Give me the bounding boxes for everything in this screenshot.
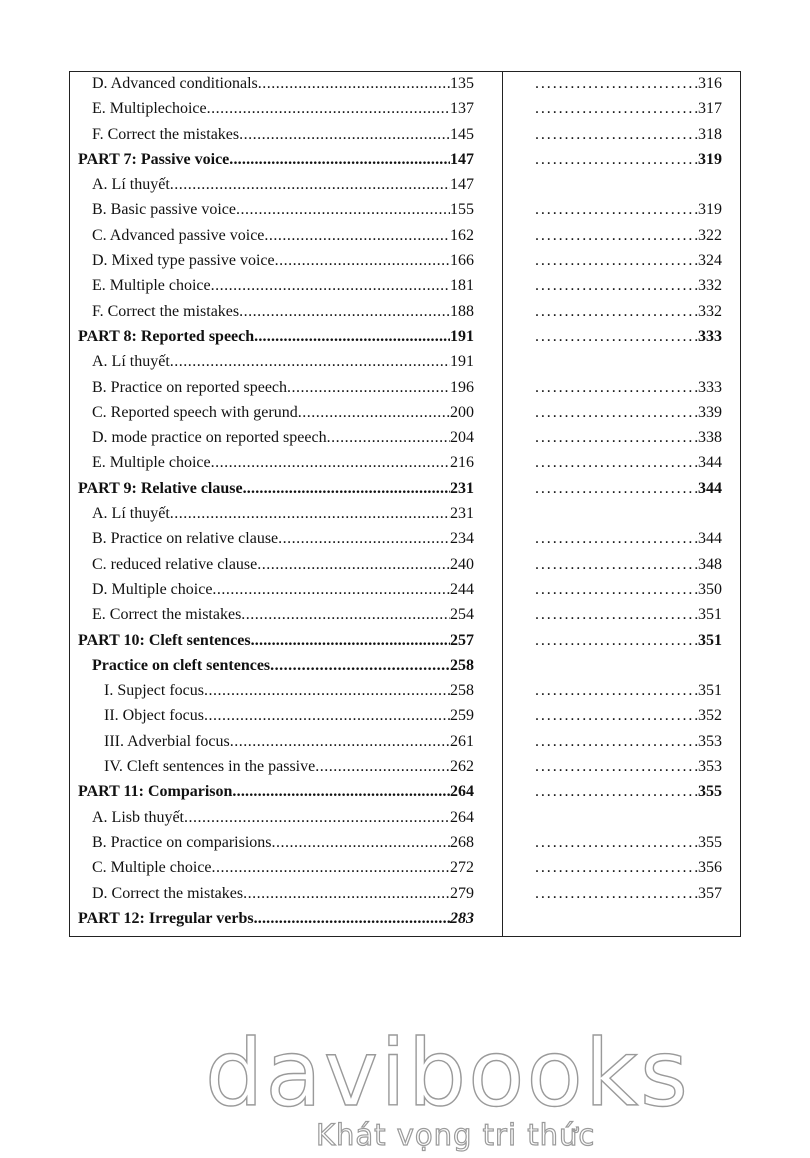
dot-leader [204, 682, 450, 700]
toc-entry-title: PART 11: Comparison [78, 783, 233, 801]
toc-entry [78, 328, 474, 353]
dot-leader [211, 454, 450, 472]
toc-left-column [78, 75, 474, 935]
dot-leader [535, 606, 698, 624]
toc-entry-title: II. Object focus [104, 707, 204, 725]
answer-key-entry [535, 328, 722, 353]
toc-entry-title: C. reduced relative clause [92, 555, 258, 573]
answer-key-entry [535, 707, 722, 732]
dot-leader [272, 834, 450, 852]
toc-entry-page: 191 [450, 353, 474, 371]
toc-entry [78, 303, 474, 328]
dot-leader [236, 201, 450, 219]
answer-key-entry [535, 530, 722, 555]
answer-key-page: 332 [698, 302, 722, 320]
dot-leader [212, 581, 450, 599]
toc-entry-title: D. Multiple choice [92, 580, 213, 598]
toc-entry-title: III. Adverbial focus [104, 732, 230, 750]
dot-leader [184, 809, 450, 827]
toc-entry-page: 268 [450, 833, 474, 851]
answer-key-page: 344 [698, 454, 722, 472]
answer-key-entry [535, 126, 722, 151]
toc-entry [78, 682, 474, 707]
toc-entry [78, 176, 474, 201]
answer-key-entry [535, 176, 722, 201]
dot-leader [232, 783, 450, 801]
answer-key-entry [535, 885, 722, 910]
dot-leader [254, 328, 450, 346]
brand-tagline: Khát vọng tri thức [316, 1118, 596, 1152]
toc-entry [78, 809, 474, 834]
dot-leader [535, 126, 698, 144]
toc-entry [78, 100, 474, 125]
toc-entry-page: 258 [450, 656, 474, 674]
dot-leader [535, 151, 698, 169]
answer-key-page: 324 [698, 252, 722, 270]
answer-key-entry [535, 758, 722, 783]
answer-key-entry [535, 404, 722, 429]
dot-leader [535, 632, 698, 650]
dot-leader [275, 252, 450, 270]
toc-entry-title: C. Reported speech with gerund [92, 403, 298, 421]
answer-key-entry [535, 556, 722, 581]
dot-leader [535, 404, 698, 422]
answer-key-page: 351 [698, 631, 722, 649]
dot-leader [535, 885, 698, 903]
answer-key-entry [535, 379, 722, 404]
toc-entry [78, 404, 474, 429]
answer-key-page: 332 [698, 277, 722, 295]
toc-entry-page: 188 [450, 302, 474, 320]
toc-entry-page: 264 [450, 783, 474, 801]
answer-key-entry [535, 682, 722, 707]
toc-entry-title: B. Practice on relative clause [92, 530, 279, 548]
answer-key-entry [535, 100, 722, 125]
toc-entry-page: 264 [450, 808, 474, 826]
toc-entry-title: A. Lí thuyết [92, 353, 170, 371]
toc-right-column [535, 75, 722, 935]
dot-leader [239, 303, 450, 321]
dot-leader [211, 277, 450, 295]
answer-key-page: 353 [698, 758, 722, 776]
toc-entry [78, 252, 474, 277]
dot-leader [257, 556, 450, 574]
answer-key-page: 319 [698, 201, 722, 219]
toc-entry-page: 257 [450, 631, 474, 649]
toc-entry-page: 234 [450, 530, 474, 548]
answer-key-entry [535, 75, 722, 100]
answer-key-entry [535, 733, 722, 758]
toc-entry-title: C. Advanced passive voice [92, 226, 265, 244]
toc-entry-page: 216 [450, 454, 474, 472]
toc-entry [78, 429, 474, 454]
toc-entry-page: 204 [450, 429, 474, 447]
answer-key-entry [535, 783, 722, 808]
toc-entry [78, 657, 474, 682]
toc-entry-title: E. Correct the mistakes [92, 606, 242, 624]
toc-entry-title: A. Lí thuyết [92, 505, 170, 523]
answer-key-entry [535, 252, 722, 277]
toc-entry-page: 240 [450, 555, 474, 573]
dot-leader [251, 632, 450, 650]
answer-key-page: 318 [698, 125, 722, 143]
dot-leader [535, 581, 698, 599]
toc-entry-title: PART 8: Reported speech [78, 327, 255, 345]
toc-entry-title: D. Correct the mistakes [92, 884, 244, 902]
answer-key-page: 350 [698, 580, 722, 598]
dot-leader [535, 859, 698, 877]
answer-key-entry [535, 353, 722, 378]
toc-entry [78, 910, 474, 935]
toc-entry-page: 162 [450, 226, 474, 244]
dot-leader [241, 606, 450, 624]
dot-leader [170, 176, 450, 194]
toc-entry-title: F. Correct the mistakes [92, 125, 240, 143]
toc-entry [78, 277, 474, 302]
toc-entry-title: C. Multiple choice [92, 859, 212, 877]
toc-entry-page: 147 [450, 150, 474, 168]
answer-key-entry [535, 581, 722, 606]
toc-entry-title: D. mode practice on reported speech [92, 429, 327, 447]
dot-leader [535, 100, 698, 118]
toc-entry-page: 231 [450, 479, 474, 497]
dot-leader [278, 530, 450, 548]
toc-entry-title: E. Multiplechoice [92, 100, 207, 118]
dot-leader [207, 100, 450, 118]
toc-entry [78, 530, 474, 555]
answer-key-page: 353 [698, 732, 722, 750]
toc-entry-title: E. Multiple choice [92, 277, 211, 295]
toc-entry-title: I. Supject focus [104, 682, 204, 700]
dot-leader [535, 277, 698, 295]
answer-key-entry [535, 632, 722, 657]
dot-leader [535, 429, 698, 447]
brand-watermark: davibooks [205, 1020, 690, 1127]
toc-entry-page: 196 [450, 378, 474, 396]
dot-leader [170, 505, 450, 523]
dot-leader [230, 733, 450, 751]
dot-leader [327, 429, 450, 447]
answer-key-page: 348 [698, 555, 722, 573]
answer-key-entry [535, 429, 722, 454]
dot-leader [239, 126, 450, 144]
toc-entry-title: Practice on cleft sentences [92, 656, 271, 674]
dot-leader [535, 758, 698, 776]
toc-entry-page: 231 [450, 505, 474, 523]
toc-entry-page: 262 [450, 758, 474, 776]
dot-leader [204, 707, 450, 725]
dot-leader [264, 227, 450, 245]
toc-entry-title: D. Mixed type passive voice [92, 252, 275, 270]
toc-entry-title: E. Multiple choice [92, 454, 211, 472]
toc-entry [78, 353, 474, 378]
toc-entry-page: 259 [450, 707, 474, 725]
toc-entry [78, 480, 474, 505]
answer-key-page: 352 [698, 707, 722, 725]
toc-entry-title: F. Correct the mistakes [92, 302, 240, 320]
toc-entry-title: PART 9: Relative clause [78, 479, 243, 497]
toc-entry [78, 581, 474, 606]
toc-entry-page: 283 [450, 909, 474, 927]
answer-key-page: 338 [698, 429, 722, 447]
toc-entry-page: 181 [450, 277, 474, 295]
answer-key-page: 322 [698, 226, 722, 244]
dot-leader [298, 404, 450, 422]
dot-leader [535, 707, 698, 725]
dot-leader [535, 556, 698, 574]
toc-entry-title: PART 7: Passive voice [78, 150, 230, 168]
answer-key-page: 319 [698, 150, 722, 168]
toc-entry [78, 859, 474, 884]
answer-key-entry [535, 859, 722, 884]
answer-key-entry [535, 454, 722, 479]
toc-entry-title: IV. Cleft sentences in the passive [104, 758, 316, 776]
toc-entry-title: B. Basic passive voice [92, 201, 236, 219]
toc-entry [78, 505, 474, 530]
answer-key-entry [535, 277, 722, 302]
answer-key-entry [535, 201, 722, 226]
dot-leader [535, 454, 698, 472]
toc-entry-page: 200 [450, 403, 474, 421]
toc-entry [78, 733, 474, 758]
dot-leader [535, 783, 698, 801]
dot-leader [315, 758, 450, 776]
answer-key-page: 356 [698, 859, 722, 877]
toc-entry-page: 135 [450, 75, 474, 92]
dot-leader [170, 353, 450, 371]
toc-entry [78, 151, 474, 176]
toc-entry-title: PART 12: Irregular verbs [78, 909, 254, 927]
answer-key-entry [535, 227, 722, 252]
answer-key-entry [535, 910, 722, 935]
dot-leader [258, 75, 450, 93]
toc-table [69, 71, 741, 937]
toc-entry [78, 707, 474, 732]
dot-leader [535, 328, 698, 346]
dot-leader [535, 379, 698, 397]
answer-key-page: 333 [698, 327, 722, 345]
toc-entry-page: 279 [450, 884, 474, 902]
toc-entry-title: D. Advanced conditionals [92, 75, 258, 92]
toc-entry-title: A. Lí thuyết [92, 176, 170, 194]
answer-key-page: 351 [698, 606, 722, 624]
dot-leader [243, 885, 450, 903]
toc-entry [78, 606, 474, 631]
toc-entry-title: B. Practice on reported speech [92, 378, 288, 396]
toc-entry [78, 379, 474, 404]
dot-leader [535, 480, 698, 498]
toc-entry-page: 258 [450, 682, 474, 700]
answer-key-page: 344 [698, 530, 722, 548]
toc-entry-page: 155 [450, 201, 474, 219]
answer-key-entry [535, 606, 722, 631]
toc-entry [78, 454, 474, 479]
toc-entry-page: 261 [450, 732, 474, 750]
toc-entry-page: 166 [450, 252, 474, 270]
answer-key-page: 355 [698, 833, 722, 851]
toc-entry-page: 244 [450, 580, 474, 598]
answer-key-entry [535, 834, 722, 859]
toc-entry-page: 191 [450, 327, 474, 345]
answer-key-entry [535, 151, 722, 176]
dot-leader [254, 910, 450, 928]
toc-entry [78, 75, 474, 100]
dot-leader [535, 834, 698, 852]
dot-leader [535, 303, 698, 321]
answer-key-page: 316 [698, 75, 722, 92]
toc-entry [78, 632, 474, 657]
toc-entry [78, 201, 474, 226]
toc-entry-title: A. Lisb thuyết [92, 808, 184, 826]
toc-entry [78, 783, 474, 808]
answer-key-page: 333 [698, 378, 722, 396]
answer-key-page: 351 [698, 682, 722, 700]
answer-key-page: 317 [698, 100, 722, 118]
toc-entry-page: 147 [450, 176, 474, 194]
dot-leader [535, 201, 698, 219]
toc-entry-page: 254 [450, 606, 474, 624]
dot-leader [535, 530, 698, 548]
toc-entry [78, 126, 474, 151]
column-divider [502, 72, 503, 936]
answer-key-entry [535, 657, 722, 682]
dot-leader [535, 252, 698, 270]
toc-entry [78, 227, 474, 252]
answer-key-page: 344 [698, 479, 722, 497]
dot-leader [212, 859, 450, 877]
toc-entry-page: 145 [450, 125, 474, 143]
toc-entry-page: 137 [450, 100, 474, 118]
toc-entry [78, 556, 474, 581]
dot-leader [535, 733, 698, 751]
answer-key-entry [535, 505, 722, 530]
dot-leader [287, 379, 450, 397]
toc-entry-title: B. Practice on comparisions [92, 833, 272, 851]
answer-key-entry [535, 303, 722, 328]
dot-leader [535, 682, 698, 700]
answer-key-entry [535, 809, 722, 834]
toc-entry [78, 834, 474, 859]
dot-leader [270, 657, 450, 675]
dot-leader [535, 227, 698, 245]
dot-leader [535, 75, 698, 93]
answer-key-page: 339 [698, 403, 722, 421]
dot-leader [243, 480, 450, 498]
answer-key-page: 357 [698, 884, 722, 902]
answer-key-entry [535, 480, 722, 505]
answer-key-page: 355 [698, 783, 722, 801]
toc-entry-title: PART 10: Cleft sentences [78, 631, 251, 649]
toc-entry-page: 272 [450, 859, 474, 877]
toc-entry [78, 758, 474, 783]
toc-entry [78, 885, 474, 910]
dot-leader [229, 151, 450, 169]
